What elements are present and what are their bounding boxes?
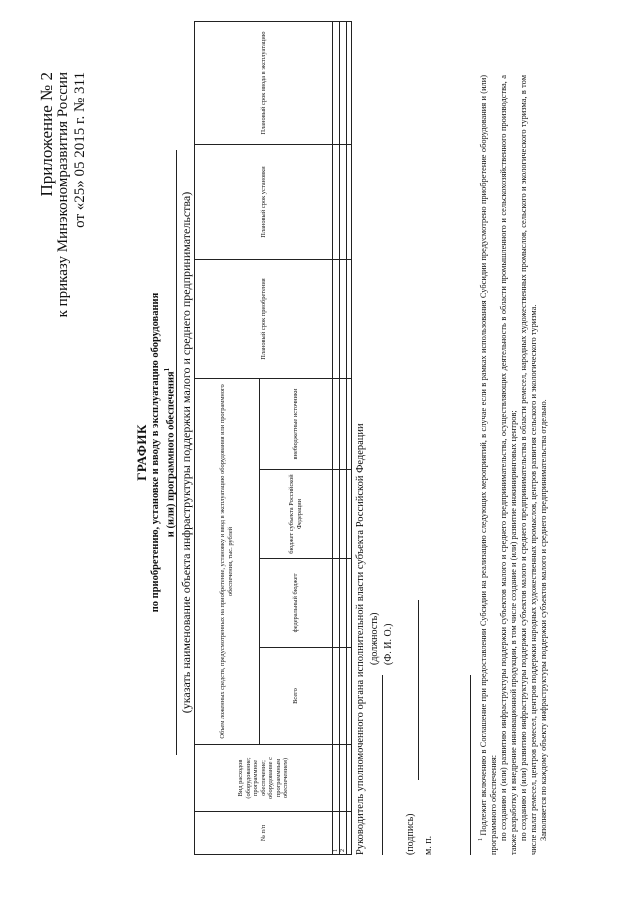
- header-total: Всего: [260, 648, 333, 745]
- title-line-2: и (или) программного обеспечения$^1$: [163, 367, 177, 538]
- order-date-number: от «25» 05 2015 г. № 311: [72, 72, 88, 228]
- footnote-para-4: Заполняется по каждому объекту инфраструктуры поддержки субъектов малого и среднего предпринимательства отдельно.: [538, 399, 548, 841]
- header-acquire-date: Плановый срок приобретения: [195, 260, 333, 379]
- schedule-table: [194, 21, 352, 855]
- table-row: [333, 22, 340, 855]
- row-number: 1: [333, 812, 340, 855]
- header-funds: Объем ложенных средств, предусмотренных на приобретение, установку и ввод в эксплуатацию оборудования или программного обеспечения, тыс. рублей: [195, 379, 260, 745]
- signature-caption: (подпись): [405, 813, 416, 855]
- position-line: [382, 675, 383, 855]
- document-title: ГРАФИК: [134, 424, 149, 481]
- header-federal: федеральный бюджет: [260, 559, 333, 648]
- header-regional: бюджет субъекта Российской Федерации: [260, 470, 333, 559]
- footnote-para-2: по созданию и (или) развитию инфраструктуры поддержки субъектов малого и среднего предпринимательства, осуществляющих деятельность в области промышленного и сельскохозяйственного производства, а также разработку и внедрение инновационной продукции, в том числе создание и (или) развитие инжиниринговых центров;: [498, 75, 518, 855]
- table-header-row: [195, 22, 260, 855]
- header-expense-type: Вид расходов (оборудование; программное обеспечение; оборудование с программным обеспечением): [195, 745, 333, 812]
- order-reference: к приказу Минэкономразвития России: [55, 72, 71, 318]
- stamp-mark: м. п.: [423, 835, 434, 855]
- header-install-date: Плановый срок установки: [195, 145, 333, 260]
- header-commission-date: Плановый срок ввода в эксплуатацию: [195, 22, 333, 145]
- position-caption: (должность): [369, 612, 380, 665]
- appendix-header: [38, 72, 89, 317]
- header-no: № п/п: [195, 812, 333, 855]
- row-number: 2: [340, 812, 347, 855]
- footnote-1: $^1$ Подлежит включению в Соглашение при предоставлении Субсидии на реализацию следующих мероприятий, в случае если в рамках использования Субсидии предусмотрено приобретение оборудования и (или) программного обеспечения:: [478, 74, 498, 855]
- table-row: [340, 22, 347, 855]
- name-caption: (Ф. И. О.): [383, 623, 394, 665]
- subject-caption: (указать наименование объекта инфраструктуры поддержки малого и среднего предпринимательства): [176, 150, 194, 755]
- table-row: [347, 22, 352, 855]
- footnote-para-3: по созданию и (или) развитию инфраструктуры поддержки субъектов малого и среднего предпринимательства в области ремесел, народных художественных промыслов, сельского и экологического туризма, в том числе палат ремесел, центров ремесел, центров поддержки народных художественных промыслов, центров развития сельского и экологического туризма.: [518, 75, 538, 855]
- signatory-title: Руководитель уполномоченного органа исполнительной власти субъекта Российской Федерации: [355, 423, 366, 855]
- appendix-number: Приложение № 2: [37, 72, 56, 197]
- title-line-1: по приобретению, установке и вводу в эксплуатацию оборудования: [150, 292, 161, 613]
- header-extra: внебюджетные источники: [260, 379, 333, 470]
- footnote-mark: 1: [163, 367, 171, 372]
- footnote-rule: [470, 675, 471, 855]
- name-line: [418, 600, 419, 780]
- footnotes: [476, 75, 549, 855]
